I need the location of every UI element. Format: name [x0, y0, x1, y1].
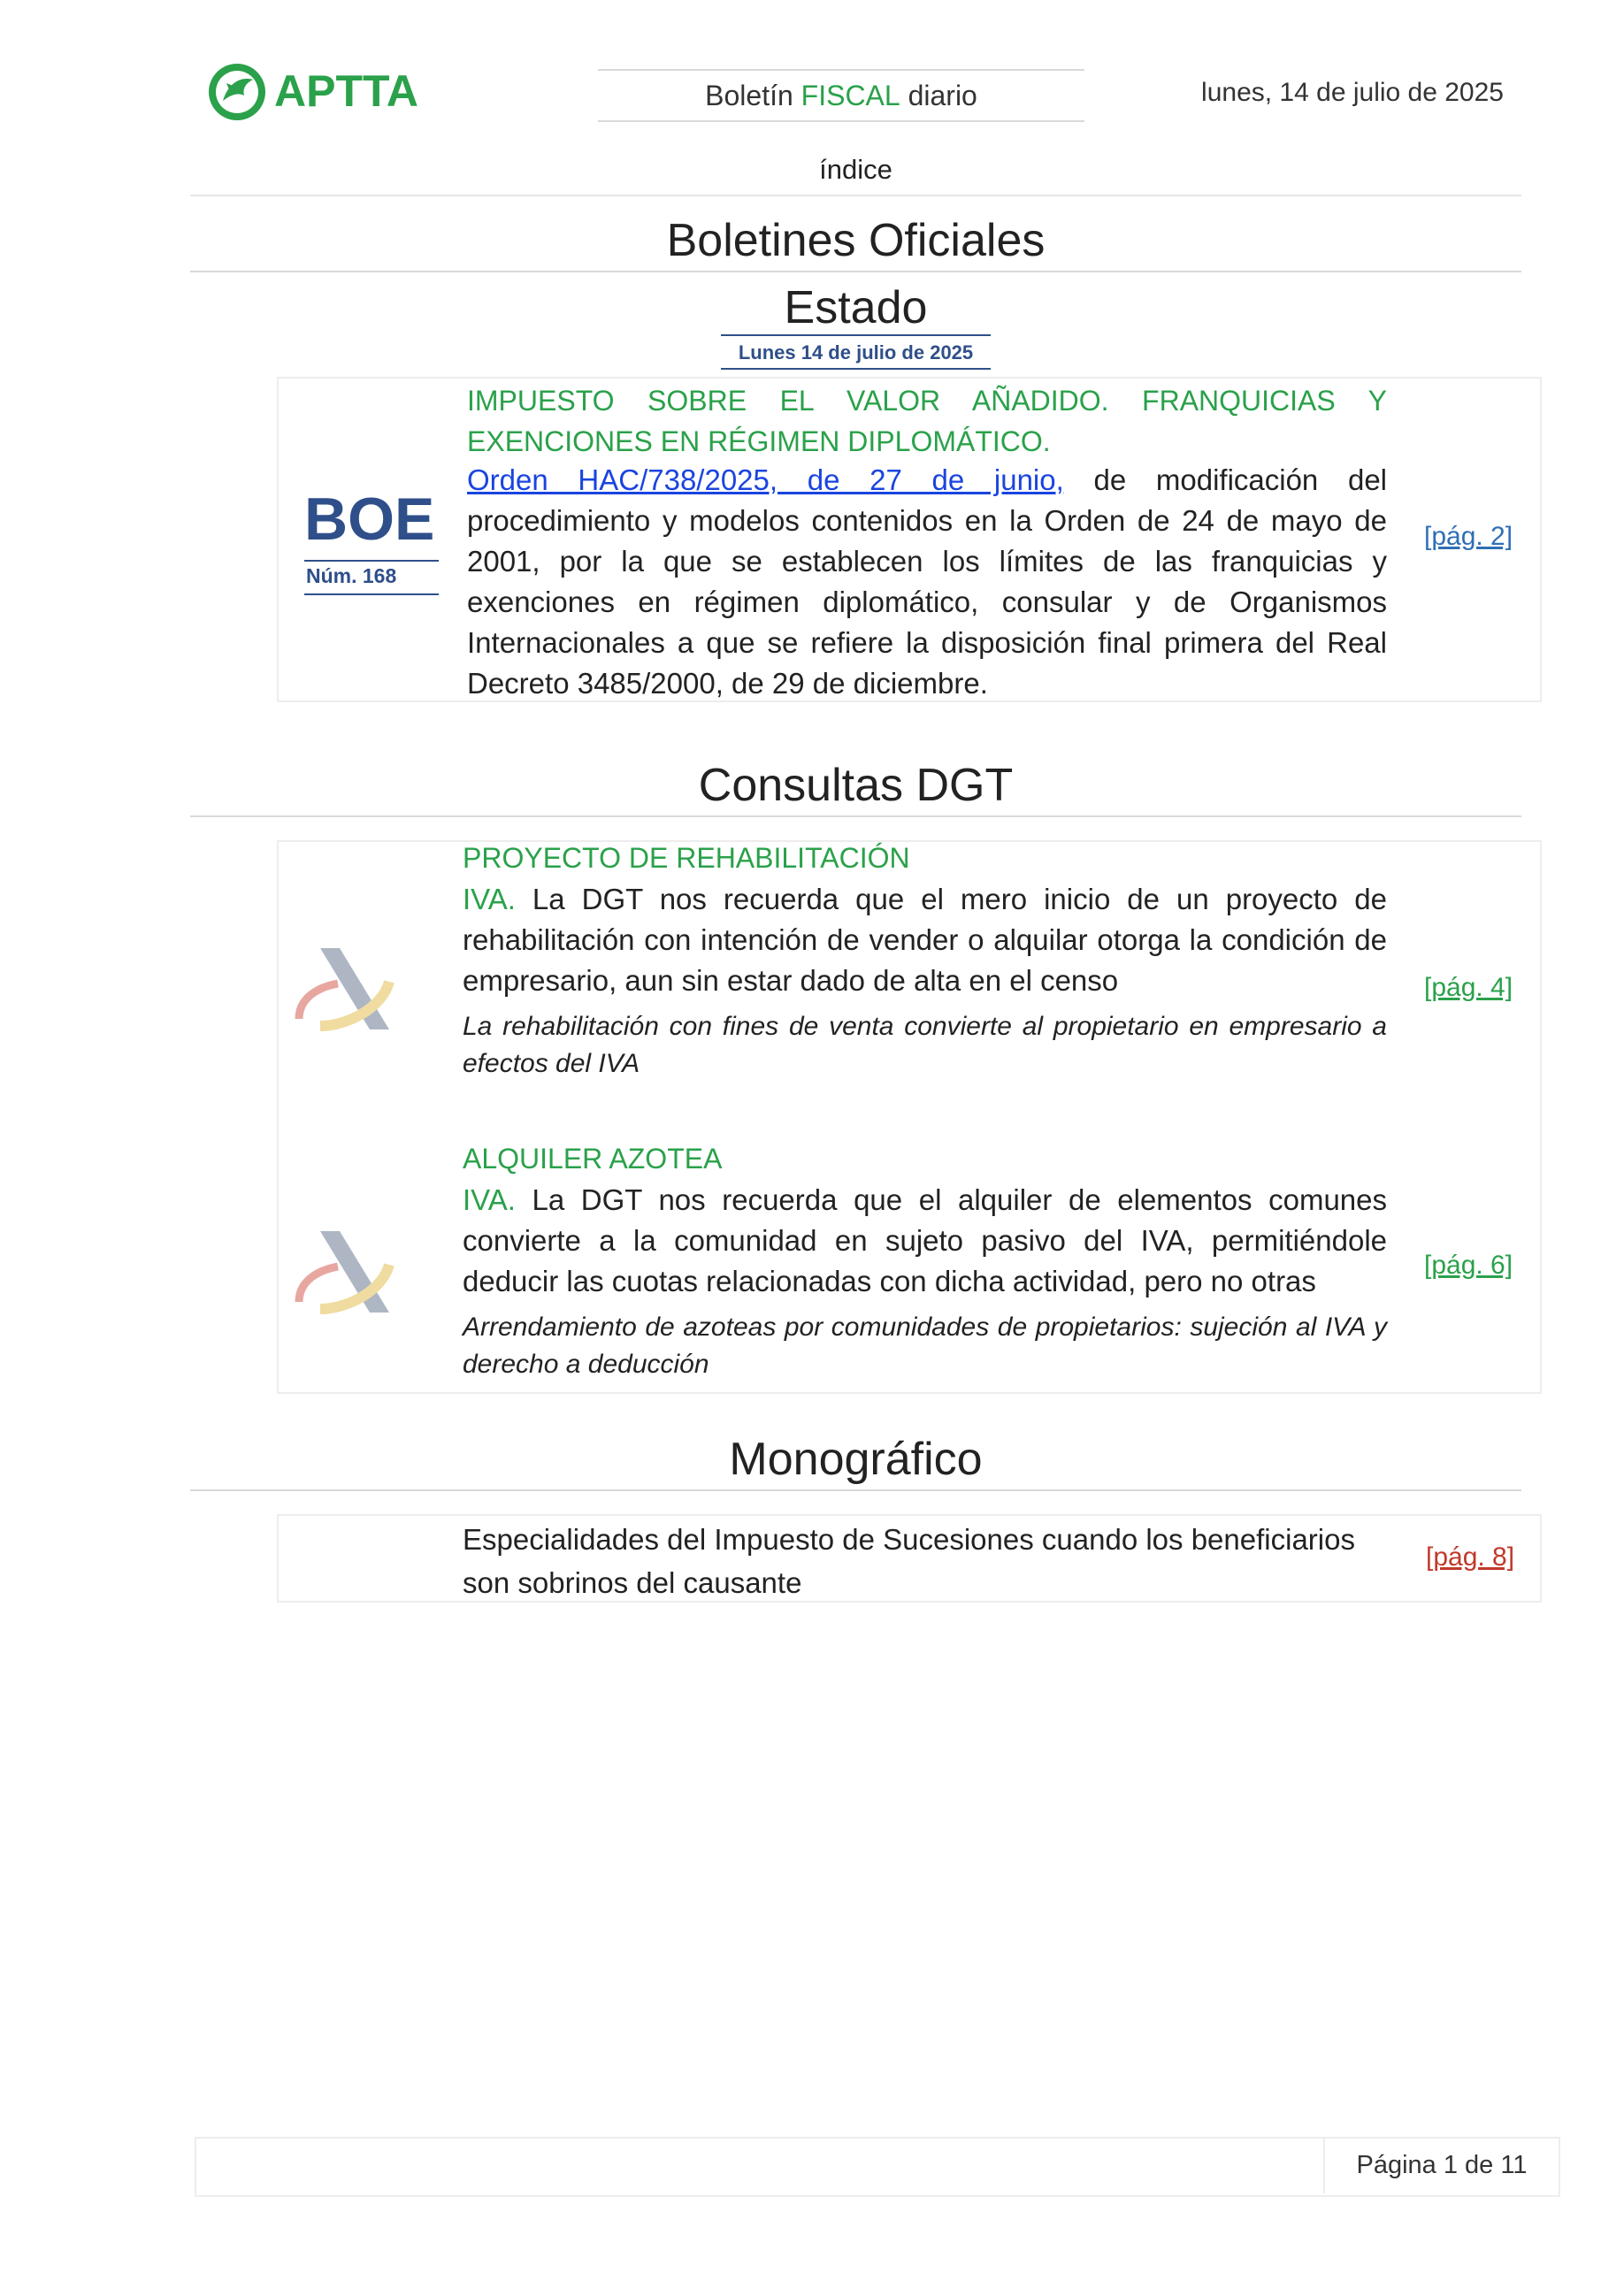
dgt-1-subtitle: La rehabilitación con fines de venta convierte al propietario en empresario a efectos del IVA	[463, 1012, 1387, 1078]
header-date: lunes, 14 de julio de 2025	[1201, 78, 1504, 107]
section-consultas-title: Consultas DGT	[190, 759, 1521, 817]
boe-number: Núm. 168	[306, 564, 397, 587]
section-boletines-title: Boletines Oficiales	[190, 214, 1521, 272]
dgt-1-page-link[interactable]: [pág. 4]	[1424, 973, 1513, 1002]
svg-text:BOE: BOE	[304, 486, 435, 553]
boe-entry-body: de modificación del procedimiento y modelos contenidos en la Orden de 24 de mayo de 2001, por la que se establecen los límites de las franquicias y exenciones en régimen diplomático, consular y de Organismos Internacionales a que se refiere la disposición final primera del Real Decreto 3485/2000, de 29 de diciembre.	[467, 463, 1388, 700]
dgt-2-title: ALQUILER AZOTEA	[463, 1143, 723, 1175]
aeat-logo-icon	[294, 1221, 395, 1318]
title-after: diario	[908, 79, 977, 111]
dgt-1-prefix: IVA.	[463, 883, 516, 915]
bulletin-title	[598, 69, 1084, 122]
aptta-logo	[205, 57, 462, 127]
boe-page-link[interactable]: [pág. 2]	[1424, 522, 1513, 551]
dgt-1-title: PROYECTO DE REHABILITACIÓN	[463, 842, 910, 874]
dgt-2-subtitle: Arrendamiento de azoteas por comunidades de propietarios: sujeción al IVA y derecho a deducción	[463, 1313, 1387, 1379]
boe-order-link[interactable]: Orden HAC/738/2025, de 27 de junio,	[467, 463, 1064, 496]
dgt-2-text	[463, 1180, 1387, 1302]
page-number: Página 1 de 11	[1323, 2137, 1559, 2193]
svg-text:APTTA: APTTA	[274, 66, 418, 116]
section-monografico-title: Monográfico	[190, 1433, 1521, 1491]
section-estado-title: Estado	[721, 281, 991, 336]
monografico-page-link[interactable]: [pág. 8]	[1426, 1542, 1515, 1572]
title-before: Boletín	[705, 79, 793, 111]
aeat-logo-icon	[294, 938, 395, 1035]
dgt-1-text	[463, 879, 1387, 1001]
dgt-2-body: La DGT nos recuerda que el alquiler de elementos comunes convierte a la comunidad en sujeto pasivo del IVA, permitiéndole deducir las cuotas relacionadas con dicha actividad, pero no otras	[463, 1183, 1387, 1297]
dgt-1-body: La DGT nos recuerda que el mero inicio de un proyecto de rehabilitación con intención de vender o alquilar otorga la condición de empresario, aun sin estar dado de alta en el censo	[463, 883, 1387, 997]
monografico-text: Especialidades del Impuesto de Sucesiones cuando los beneficiarios son sobrinos del causante	[463, 1523, 1355, 1599]
boe-entry-text	[467, 460, 1387, 704]
index-link[interactable]: índice	[190, 154, 1521, 196]
estado-date: Lunes 14 de julio de 2025	[721, 341, 991, 370]
dgt-2-prefix: IVA.	[463, 1183, 516, 1216]
dgt-2-page-link[interactable]: [pág. 6]	[1424, 1251, 1513, 1280]
title-highlight: FISCAL	[801, 79, 900, 111]
boe-entry-title: IMPUESTO SOBRE EL VALOR AÑADIDO. FRANQUICIAS Y EXENCIONES EN RÉGIMEN DIPLOMÁTICO.	[467, 385, 1387, 457]
